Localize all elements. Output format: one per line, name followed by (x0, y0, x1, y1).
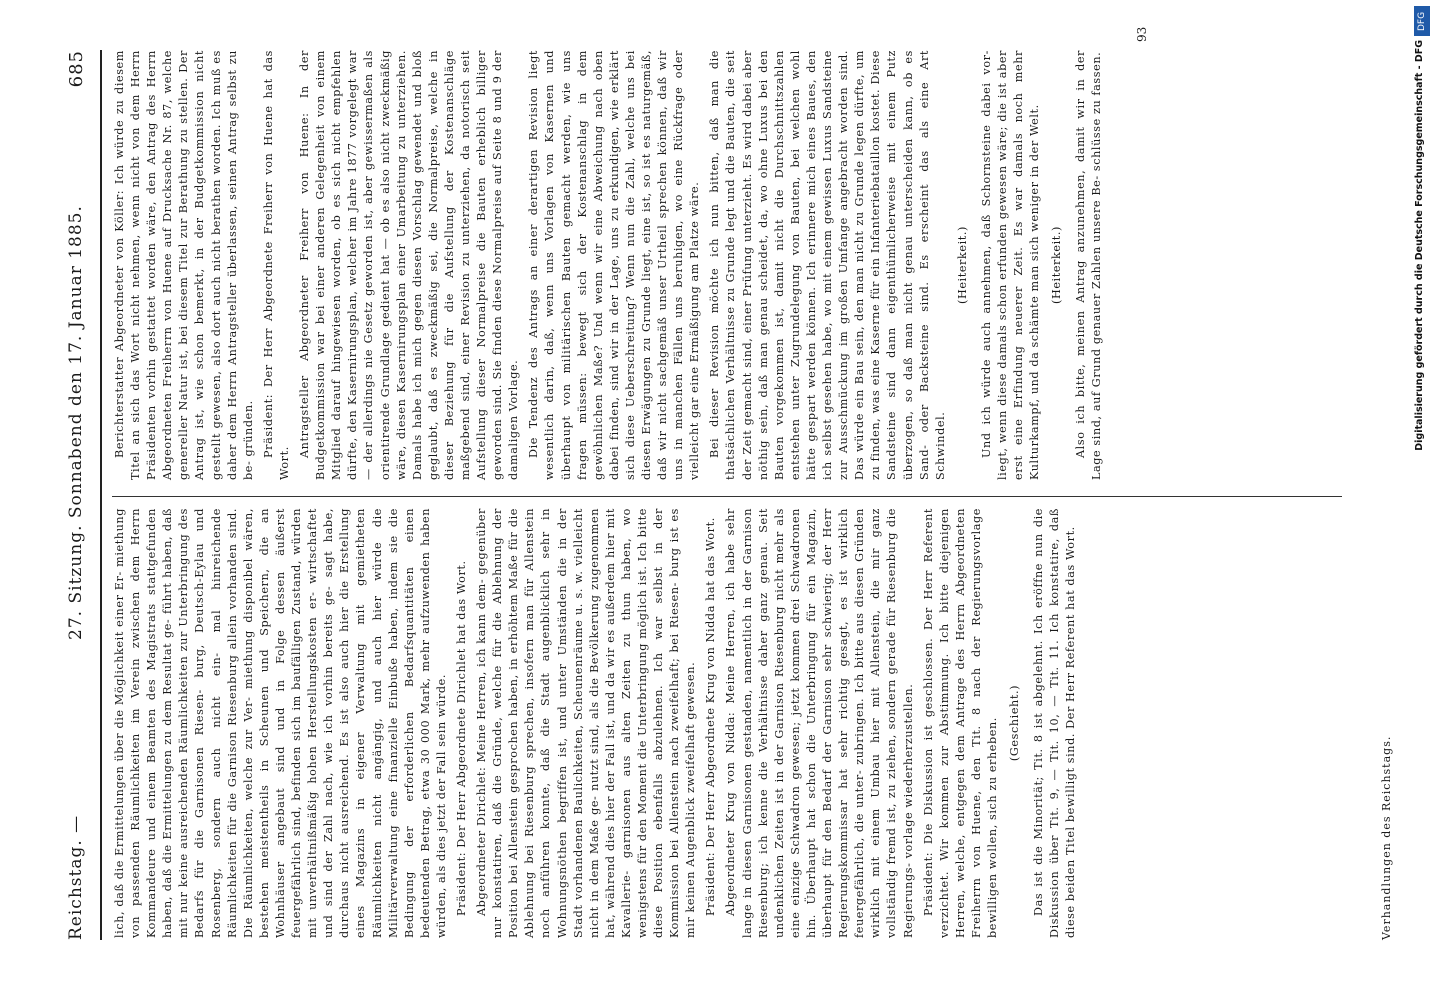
paragraph: Also ich bitte, meinen Antrag anzunehmen, damit wir in der Lage sind, auf Grund genauer Zahlen unsere Be- schlüsse zu fassen. (1074, 50, 1104, 480)
paragraph: Die Tendenz des Antrags an einer derartigen Revision liegt wesentlich darin, daß, wenn uns Vorlagen von Kasernen und überhaupt von militärischen Bauten gemacht werden, wie uns fragen müssen: bewegt sich der Kostenanschlag in dem gewöhnlichen Maße? Und wenn wir eine Abweichung nach oben dabei finden, sind wir in der Lage, uns zu erkundigen, wie erklärt sich diese Ueberschreitung? Wenn nun die Zahl, welche uns bei diesen Erwägungen zu Grunde liegt, eine ist, so ist es naturgemäß, daß wir nicht sachgemäß unser Urtheil sprechen können, daß wir uns in manchen Fällen uns beruhigen, wo eine Rückfrage oder vielleicht gar eine Ermäßigung am Platze wäre. (527, 50, 702, 480)
paragraph: Antragsteller Abgeordneter Freiherr von Huene: In der Budgetkommission war bei einer anderen Gelegenheit von einem Mitglied darauf hingewiesen worden, ob es sich nicht empfehlen dürfte, den Kasernirungsplan, welcher im Jahre 1877 vorgelegt war — der allerdings nie Gesetz geworden ist, aber gewissermaßen als orientirende Grundlage gedient hat — ob es also nicht zweckmäßig wäre, diesen Kasernirungsplan einer Umarbeitung zu unterziehen. Damals habe ich mich gegen diesen Vorschlag gewendet und bloß geglaubt, daß es zweckmäßig sei, die Normalpreise, welche in dieser Beziehung für die Aufstellung der Kostenanschläge maßgebend sind, einer Revision zu unterziehen, da notorisch seit Aufstellung dieser Normalpreise die Bauten erheblich billiger geworden sind. Sie finden diese Normalpreise auf Seite 8 und 9 der damaligen Vorlage. (298, 50, 521, 480)
paragraph: Bei dieser Revision möchte ich nun bitten, daß man die thatsächlichen Verhältnisse zu Grunde legt und die Bauten, die seit der Zeit gemacht sind, einer Prüfung unterzieht. Es wird dabei aber nöthig sein, daß man genau scheidet, da, wo ohne Luxus bei den Bauten vorgekommen ist, damit nicht die Durchschnittszahlen entstehen unter Zugrundelegung von Bauten, bei welchen wohl hätte gespart werden können. Ich erinnere mich eines Baues, den ich selbst gesehen habe, wo mit einem gewissen Luxus Sandsteine zur Ausschmückung im großen Umfange angebracht worden sind. Das würde ein Bau sein, den man nicht zu Grunde legen dürfte, um zu finden, was eine Kaserne für ein Infanteriebataillon kostet. Diese Sandsteine sind dann eigenthümlicherweise mit einem Putz überzogen, so daß man nicht genau unterscheiden kann, ob es Sand- oder Backsteine sind. Es erscheint das als eine Art Schwindel. (708, 50, 947, 480)
header-rule (100, 50, 102, 940)
paragraph: Und ich würde auch annehmen, daß Schornsteine dabei vor- liegt, wenn diese damals schon erfunden gewesen wäre; die ist aber erst eine Erfindung neuerer Zeit. Es war damals noch mehr Kulturkampf, und da schämte man sich weniger in der Welt. (979, 50, 1042, 480)
paragraph: Das ist die Minorität; Tit. 8 ist abgelehnt. Ich eröffne nun die Diskussion über Tit. 9, — Tit. 10, — Tit. 11. Ich konstatire, daß diese beiden Titel bewilligt sind. Der Herr Referent hat das Wort. (1032, 508, 1078, 938)
page-header (62, 50, 96, 940)
column-divider (112, 496, 1342, 497)
paragraph: (Heiterkeit.) (1050, 226, 1064, 304)
paragraph: lich, daß die Ermittelungen über die Möglichkeit einer Er- miethung von passenden Räumlichkeiten im Verein zwischen dem Herrn Kommandeure und einem Beamten des Magistrats stattgefunden haben, daß die Ermittelungen zu dem Resultat ge- führt haben, daß mit nur keine ausreichenden Räumlichkeiten zur Unterbringung des Bedarfs für die Garnisonen Riesen- burg, Deutsch-Eylau und Rosenberg, sondern auch nicht ein- mal hinreichende Räumlichkeiten für die Garnison Riesenburg allein vorhanden sind. Die Räumlichkeiten, welche zur Ver- miethung disponibel wären, bestehen meistentheils in Scheunen und Speichern, die an Wohnhäuser angebaut sind und in Folge dessen äußerst feuergefährlich sind, befinden sich im baufälligen Zustand, würden mit unverhältnißmäßig hohen Herstellungskosten er- wirtschaftet und sind der Zahl nach, wie ich vorhin bereits ge- sagt habe, durchaus nicht ausreichend. Es ist also auch hier die Erstellung eines Magazins in eigener Verwaltung mit gemietheten Räumlichkeiten nicht angängig, und auch hier würde die Militärverwaltung eine finanzielle Einbuße haben, indem sie die Bedingung der erforderlichen Bedarfsquantitäten einen bedeutenden Betrag, etwa 30 000 Mark, mehr aufzuwenden haben würden, als dies jetzt der Fall sein würde. (113, 508, 448, 938)
signature-mark: 93 (1135, 26, 1149, 42)
page-number: 685 (66, 50, 87, 88)
paragraph: Präsident: Die Diskussion ist geschlossen. Der Herr Referent verzichtet. Wir kommen zur Abstimmung. Ich bitte diejenigen Herren, welche, entgegen dem Antrage des Herrn Abgeordneten Freiherrn von Huene, den Tit. 8 nach der Regierungsvorlage bewilligen wollen, sich zu erheben. (921, 508, 999, 938)
paragraph: Präsident: Der Herr Abgeordnete Freiherr von Huene hat das Wort. (261, 50, 291, 480)
page-footer: Verhandlungen des Reichstags. (1380, 735, 1393, 940)
header-left: Reichstag. — (66, 814, 86, 940)
paragraph: (Geschieht.) (1008, 684, 1022, 762)
dfg-strip (1412, 0, 1432, 600)
right-column (112, 50, 1110, 480)
dfg-logo: DFG (1414, 6, 1430, 36)
header-session-date: 27. Sitzung. Sonnabend den 17. Januar 1885. (66, 205, 86, 640)
dfg-credit-text: Digitalisierung gefördert durch die Deutsche Forschungsgemeinschaft - DFG (1414, 40, 1425, 451)
paragraph: Abgeordneter Dirichlet: Meine Herren, ich kann dem- gegenüber nur konstatiren, daß die Gründe, welche für die Ablehnung der Position bei Allenstein gesprochen haben, in erhöhtem Maße für die Ablehnung bei Riesenburg sprechen, insofern man für Allenstein noch anführen konnte, daß die Stadt augenblicklich sehr in Wohnungsnöthen begriffen ist, und unter Umständen die in der Stadt vorhandenen Baulichkeiten, Scheunenräume u. s. w. vielleicht nicht in dem Maße ge- nutzt sind, als die Bevölkerung zugenommen hat, während dies hier der Fall ist, und da wir es außerdem hier mit Kavallerie- garnisonen aus alten Zeiten zu thun haben, wo wenigstens für den Moment die Unterbringung möglich ist. Ich bitte diese Position ebenfalls abzulehnen. Ich war selbst in der Kommission bei Allenstein nach zweifelhaft; bei Riesen- burg ist es mir keinen Augenblick zweifelhaft gewesen. (475, 508, 698, 938)
paragraph: Berichterstatter Abgeordneter von Köller: Ich würde zu diesem Titel an sich das Wort nicht nehmen, wenn nicht von dem Herrn Präsidenten vorhin gestattet worden wäre, den Antrag des Herrn Abgeordneten Freiherrn von Huene auf Drucksache Nr. 87, welche genereller Natur ist, bei diesem Titel zur Berathung zu stellen. Der Antrag ist, wie schon bemerkt, in der Budgetkommission nicht gestellt gewesen, also dort auch nicht berathen worden. Ich muß es daher dem Herrn Antragsteller überlassen, seinen Antrag selbst zu be- gründen. (113, 50, 255, 480)
paragraph: Präsident: Der Herr Abgeordnete Dirichlet hat das Wort. (454, 560, 468, 916)
paragraph: Abgeordneter Krug von Nidda: Meine Herren, ich habe sehr lange in diesen Garnisonen gestanden, namentlich in der Garnison Riesenburg; ich kenne die Verhältnisse daher ganz genau. Seit undenklichen Zeiten ist in der Garnison Riesenburg nicht mehr als eine einzige Schwadron gewesen; jetzt kommen drei Schwadronen hin. Überhaupt hat schon die Unterbringung für ein Magazin, überhaupt für den Bedarf der Garnison sehr schwierig; der Herr Regierungskommissar hat sehr richtig gesagt, es ist wirklich feuergefährlich, die unter- zubringen. Ich bitte aus diesen Gründen wirklich mit einem Umbau hier mit Allenstein, die mir ganz vollständig fremd ist, zu ziehen, sondern gerade für Riesenburg die Regierungs- vorlage wiederherzustellen. (724, 508, 915, 938)
left-column (112, 508, 1083, 938)
paragraph: (Heiterkeit.) (955, 226, 969, 304)
paragraph: Präsident: Der Herr Abgeordnete Krug von Nidda hat das Wort. (704, 517, 718, 916)
